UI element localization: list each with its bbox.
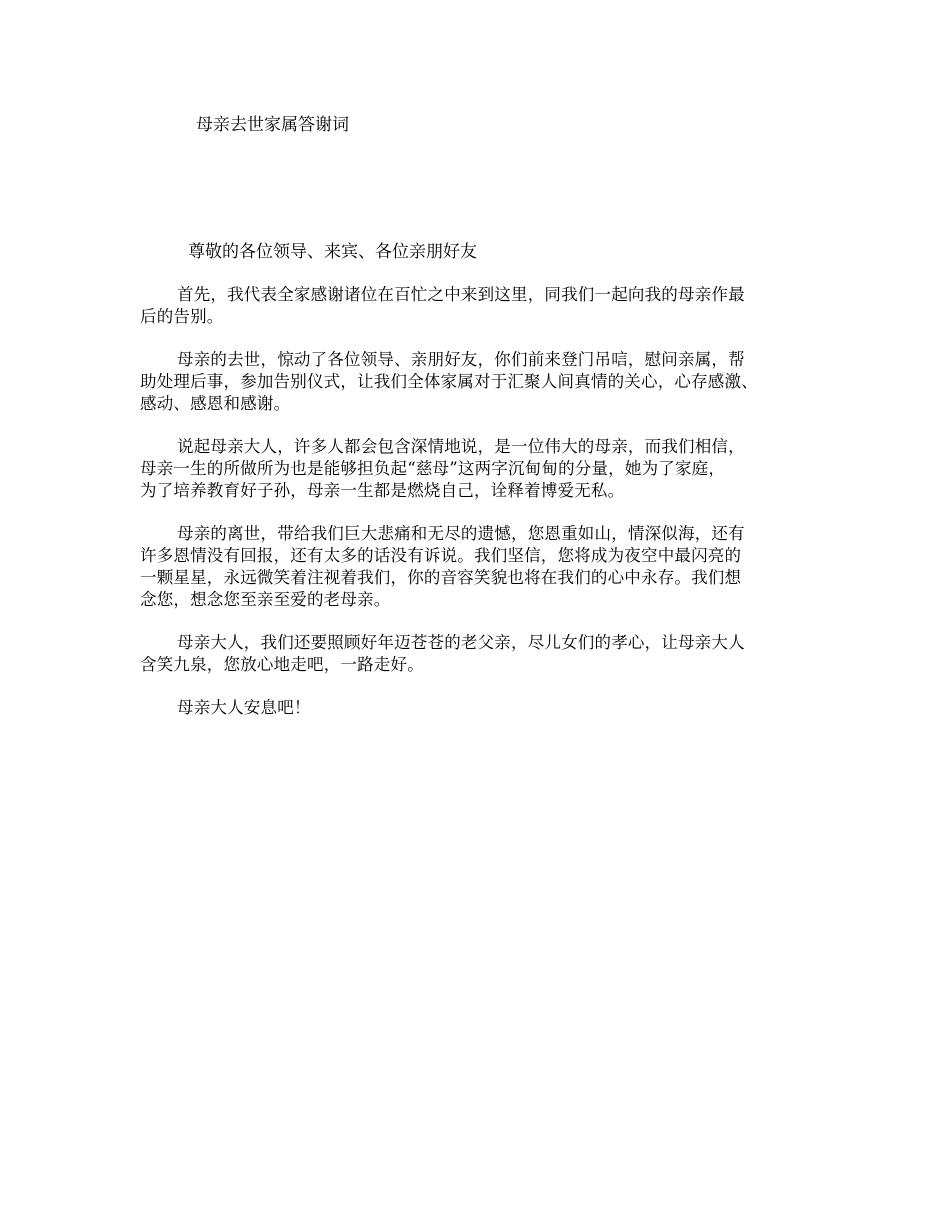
paragraph-line: 含笑九泉，您放心地走吧，一路走好。 [140,655,424,674]
paragraph-line: 为了培养教育好子孙，母亲一生都是燃烧自己，诠释着博爱无私。 [140,481,625,500]
document-title: 母亲去世家属答谢词 [196,115,349,135]
paragraph-line: 母亲大人，我们还要照顾好年迈苍苍的老父亲，尽儿女们的孝心，让母亲大人 [177,633,745,652]
paragraph-3 [140,436,830,502]
paragraph-line: 后的告别。 [140,307,224,326]
paragraph-line: 母亲的离世，带给我们巨大悲痛和无尽的遗憾，您恩重如山，情深似海，还有 [177,524,745,543]
paragraph-6 [140,697,830,719]
paragraph-2 [140,349,830,415]
salutation: 尊敬的各位领导、来宾、各位亲朋好友 [188,242,477,262]
paragraph-line: 首先，我代表全家感谢诸位在百忙之中来到这里，同我们一起向我的母亲作最 [177,285,745,304]
paragraph-line: 许多恩情没有回报，还有太多的话没有诉说。我们坚信，您将成为夜空中最闪亮的 [140,546,742,565]
paragraph-line: 助处理后事，参加告别仪式，让我们全体家属对于汇聚人间真情的关心，心存感激、 [140,372,758,391]
letter-body [140,284,830,740]
paragraph-line: 母亲一生的所做所为也是能够担负起“慈母”这两字沉甸甸的分量，她为了家庭， [140,459,726,478]
paragraph-line: 母亲的去世，惊动了各位领导、亲朋好友，你们前来登门吊唁，慰问亲属，帮 [177,350,745,369]
paragraph-4 [140,523,830,611]
paragraph-line: 一颗星星，永远微笑着注视着我们，你的音容笑貌也将在我们的心中永存。我们想 [140,568,742,587]
paragraph-1 [140,284,830,328]
paragraph-line: 念您，想念您至亲至爱的老母亲。 [140,590,391,609]
paragraph-line: 感动、感恩和感谢。 [140,394,291,413]
paragraph-5 [140,632,830,676]
paragraph-line: 母亲大人安息吧！ [177,698,311,717]
paragraph-line: 说起母亲大人，许多人都会包含深情地说，是一位伟大的母亲，而我们相信， [177,437,745,456]
